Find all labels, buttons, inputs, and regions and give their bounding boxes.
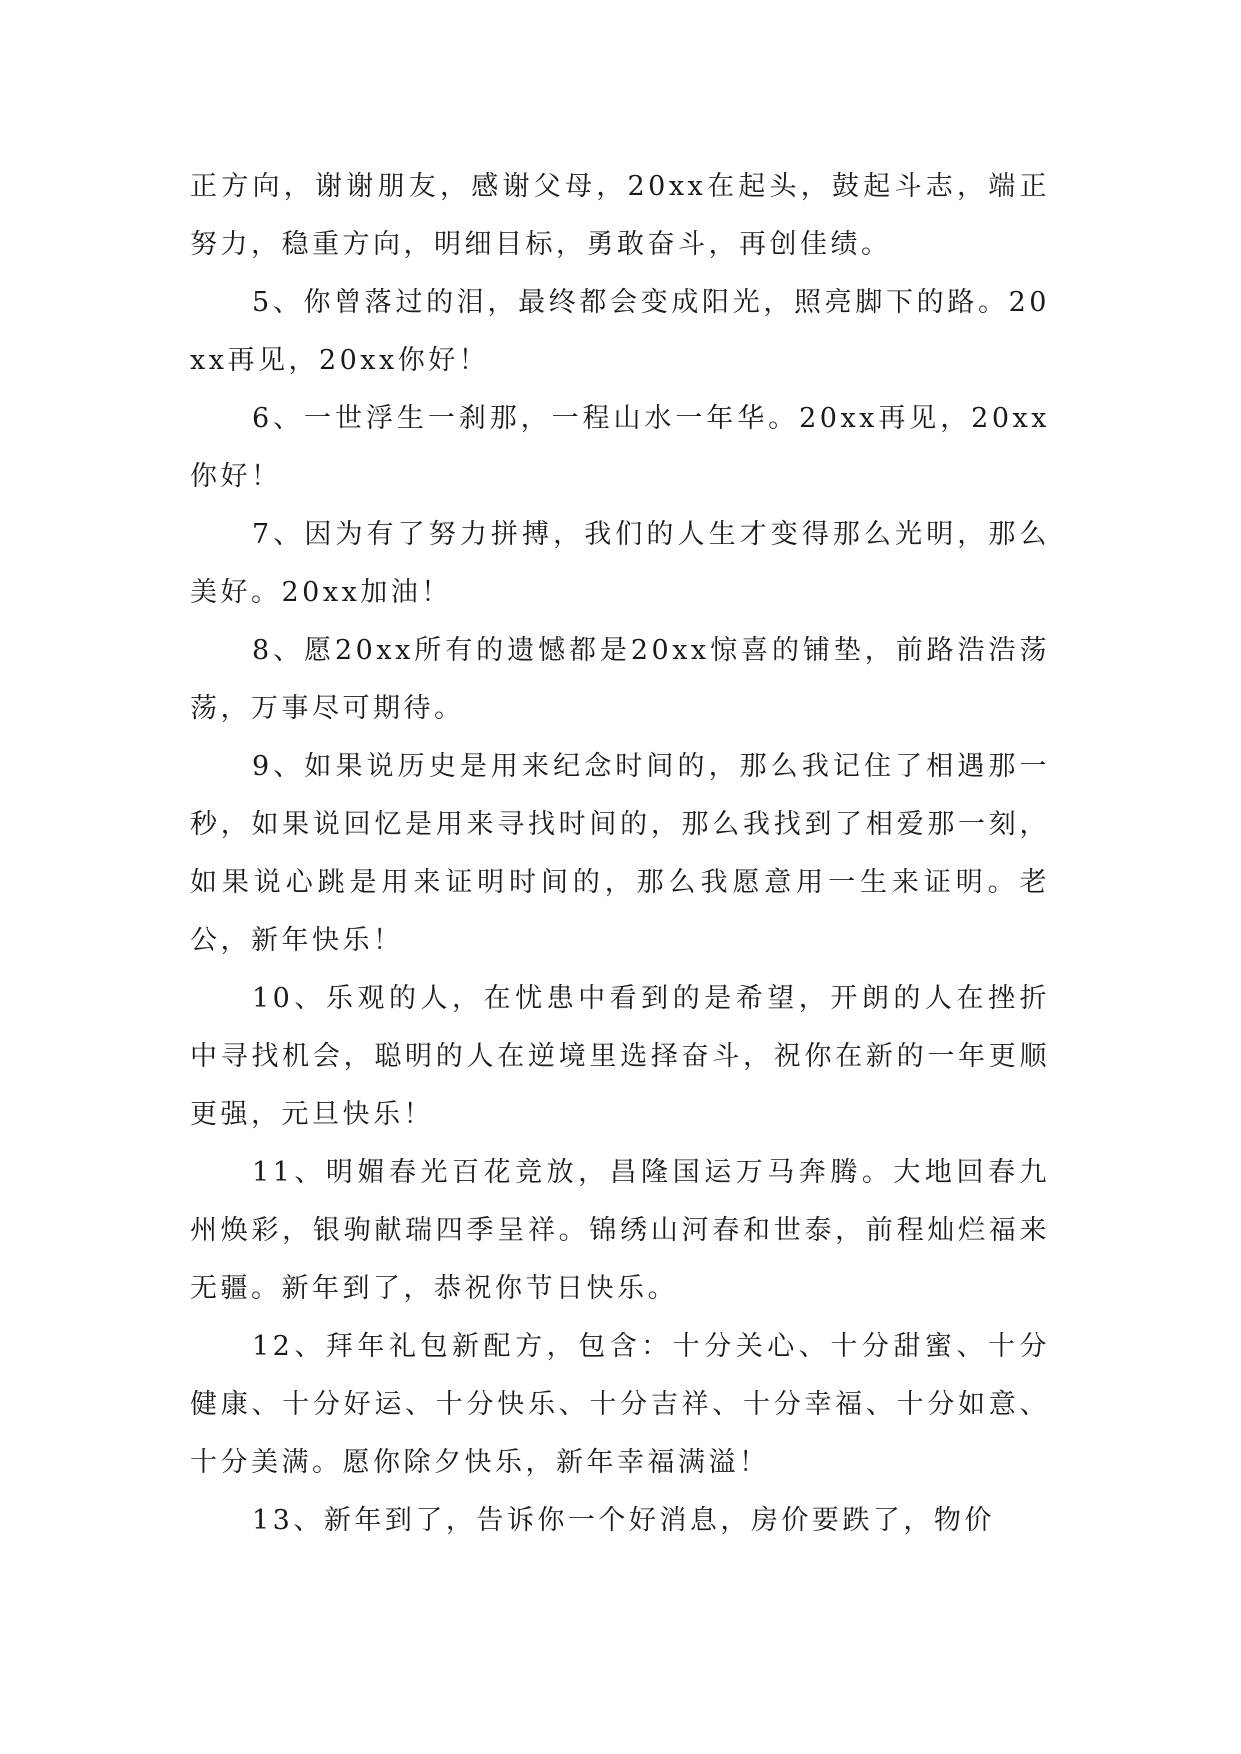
paragraph-item-5: 5、你曾落过的泪，最终都会变成阳光，照亮脚下的路。20xx再见，20xx你好！ <box>190 287 1050 376</box>
paragraph-item-12: 12、拜年礼包新配方，包含：十分关心、十分甜蜜、十分健康、十分好运、十分快乐、十分吉祥、十分幸福、十分如意、十分美满。愿你除夕快乐，新年幸福满溢！ <box>190 1331 1050 1478</box>
paragraph-item-13: 13、新年到了，告诉你一个好消息，房价要跌了，物价 <box>252 1505 995 1536</box>
document-body <box>190 158 1050 1550</box>
paragraph-item-7: 7、因为有了努力拼搏，我们的人生才变得那么光明，那么美好。20xx加油！ <box>190 519 1050 608</box>
paragraph-item-6: 6、一世浮生一刹那，一程山水一年华。20xx再见，20xx你好！ <box>190 403 1050 492</box>
paragraph-continued: 正方向，谢谢朋友，感谢父母，20xx在起头，鼓起斗志，端正努力，稳重方向，明细目标，勇敢奋斗，再创佳绩。 <box>190 171 1050 260</box>
paragraph-item-10: 10、乐观的人，在忧患中看到的是希望，开朗的人在挫折中寻找机会，聪明的人在逆境里选择奋斗，祝你在新的一年更顺更强，元旦快乐！ <box>190 983 1050 1130</box>
paragraph-item-8: 8、愿20xx所有的遗憾都是20xx惊喜的铺垫，前路浩浩荡荡，万事尽可期待。 <box>190 635 1050 724</box>
paragraph-item-9: 9、如果说历史是用来纪念时间的，那么我记住了相遇那一秒，如果说回忆是用来寻找时间的，那么我找到了相爱那一刻，如果说心跳是用来证明时间的，那么我愿意用一生来证明。老公，新年快乐！ <box>190 751 1050 956</box>
paragraph-item-11: 11、明媚春光百花竞放，昌隆国运万马奔腾。大地回春九州焕彩，银驹献瑞四季呈祥。锦绣山河春和世泰，前程灿烂福来无疆。新年到了，恭祝你节日快乐。 <box>190 1157 1050 1304</box>
